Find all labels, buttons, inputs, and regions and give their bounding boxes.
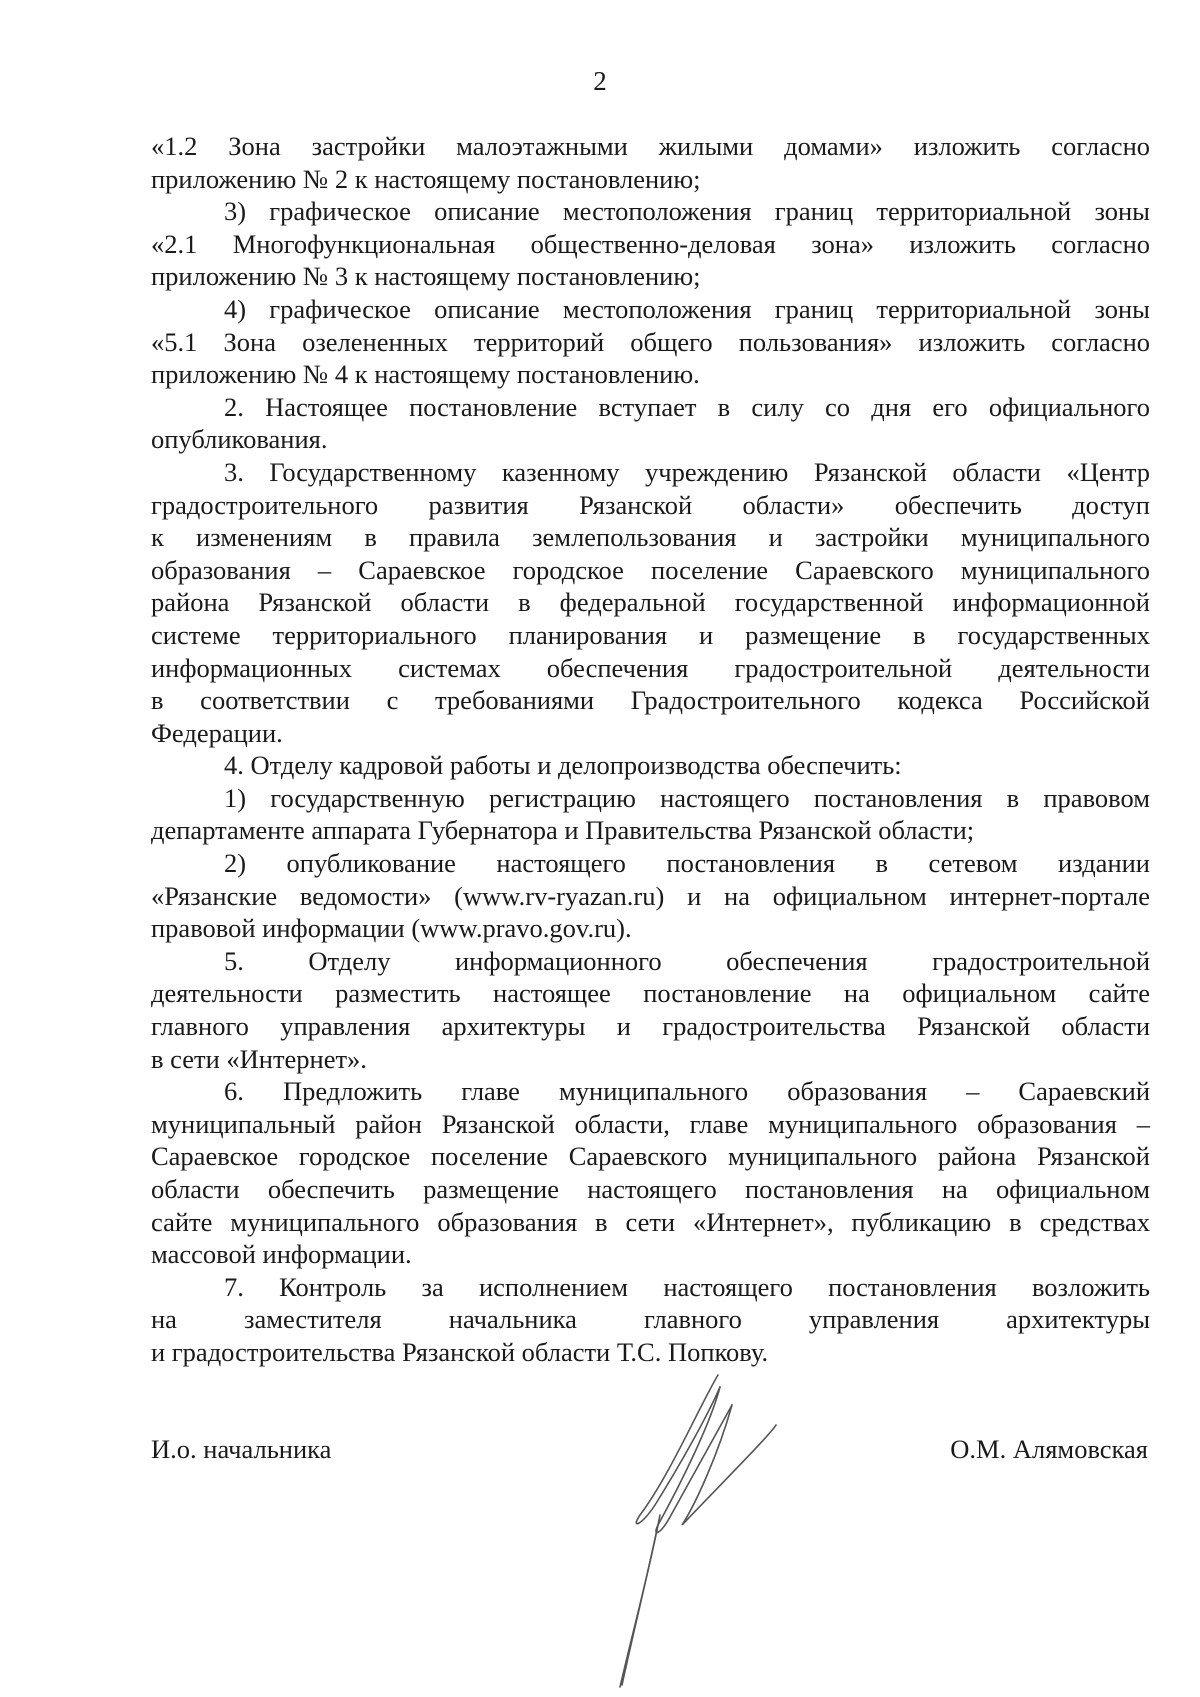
paragraph-line: 3. Государственному казенному учреждению Рязанской области «Центр <box>224 456 1150 487</box>
paragraph <box>151 847 1150 945</box>
paragraph-line: деятельности разместить настоящее постановление на официальном сайте <box>151 978 1150 1009</box>
handwritten-signature <box>600 1365 860 1695</box>
paragraph-line: 7. Контроль за исполнением настоящего постановления возложить <box>224 1271 1150 1302</box>
paragraph-line: градостроительного развития Рязанской области» обеспечить доступ <box>151 489 1150 520</box>
paragraph <box>151 293 1150 391</box>
paragraph <box>151 456 1150 749</box>
paragraph <box>151 1075 1150 1271</box>
paragraph-line: «2.1 Многофункциональная общественно-деловая зона» изложить согласно <box>151 228 1150 259</box>
paragraph-line: 2) опубликование настоящего постановления в сетевом издании <box>224 848 1150 879</box>
paragraph-line: «Рязанские ведомости» (www.rv-ryazan.ru) и на официальном интернет-портале <box>151 880 1150 911</box>
paragraph-line: сайте муниципального образования в сети «Интернет», публикацию в средствах <box>151 1206 1150 1237</box>
paragraph-line: и градостроительства Рязанской области Т.С. Попкову. <box>151 1336 769 1367</box>
paragraph-line: приложению № 3 к настоящему постановлению; <box>151 261 701 292</box>
paragraph <box>151 782 1150 847</box>
document-body <box>151 130 1150 1369</box>
paragraph <box>151 130 1150 195</box>
paragraph-line: правовой информации (www.pravo.gov.ru). <box>151 913 632 944</box>
paragraph-line: образования – Сараевское городское поселение Сараевского муниципального <box>151 554 1150 585</box>
paragraph-line: в соответствии с требованиями Градостроительного кодекса Российской <box>151 685 1150 716</box>
paragraph-line: «1.2 Зона застройки малоэтажными жилыми домами» изложить согласно <box>151 131 1150 161</box>
paragraph-line: района Рязанской области в федеральной государственной информационной <box>151 587 1150 618</box>
paragraph-line: 1) государственную регистрацию настоящего постановления в правовом <box>224 782 1150 813</box>
paragraph-line: департаменте аппарата Губернатора и Правительства Рязанской области; <box>151 815 975 846</box>
paragraph-line: муниципальный район Рязанской области, главе муниципального образования – <box>151 1108 1150 1139</box>
paragraph-line: области обеспечить размещение настоящего постановления на официальном <box>151 1174 1150 1204</box>
paragraph-line: 5. Отделу информационного обеспечения градостроительной <box>224 945 1150 976</box>
paragraph-line: главного управления архитектуры и градостроительства Рязанской области <box>151 1011 1150 1042</box>
paragraph-line: 4) графическое описание местоположения границ территориальной зоны <box>224 293 1150 324</box>
signatory-name: О.М. Алямовская <box>950 1434 1148 1464</box>
page-number: 2 <box>593 66 607 96</box>
paragraph-line: в сети «Интернет». <box>151 1043 367 1074</box>
paragraph-line: 3) графическое описание местоположения границ территориальной зоны <box>224 196 1150 227</box>
paragraph-line: массовой информации. <box>151 1239 412 1270</box>
signatory-position: И.о. начальника <box>151 1434 332 1464</box>
paragraph-line: Сараевское городское поселение Сараевского муниципального района Рязанской <box>151 1141 1150 1172</box>
paragraph-line: к изменениям в правила землепользования и застройки муниципального <box>151 522 1150 553</box>
paragraph-line: 6. Предложить главе муниципального образования – Сараевский <box>224 1076 1150 1107</box>
paragraph-line: «5.1 Зона озелененных территорий общего пользования» изложить согласно <box>151 326 1150 357</box>
paragraph-line: 2. Настоящее постановление вступает в силу со дня его официального <box>224 391 1150 422</box>
paragraph-line: информационных системах обеспечения градостроительной деятельности <box>151 652 1150 683</box>
paragraph-line: опубликования. <box>151 424 328 455</box>
paragraph <box>151 391 1150 456</box>
paragraph <box>151 195 1150 293</box>
paragraph-line: системе территориального планирования и размещение в государственных <box>151 619 1150 650</box>
paragraph <box>151 749 1150 782</box>
paragraph-line: приложению № 2 к настоящему постановлению; <box>151 163 701 194</box>
paragraph-line: 4. Отделу кадровой работы и делопроизводства обеспечить: <box>224 750 902 781</box>
paragraph <box>151 1271 1150 1369</box>
paragraph-line: на заместителя начальника главного управления архитектуры <box>151 1304 1150 1335</box>
paragraph-line: приложению № 4 к настоящему постановлению. <box>151 359 700 390</box>
paragraph <box>151 945 1150 1075</box>
paragraph-line: Федерации. <box>151 717 283 748</box>
